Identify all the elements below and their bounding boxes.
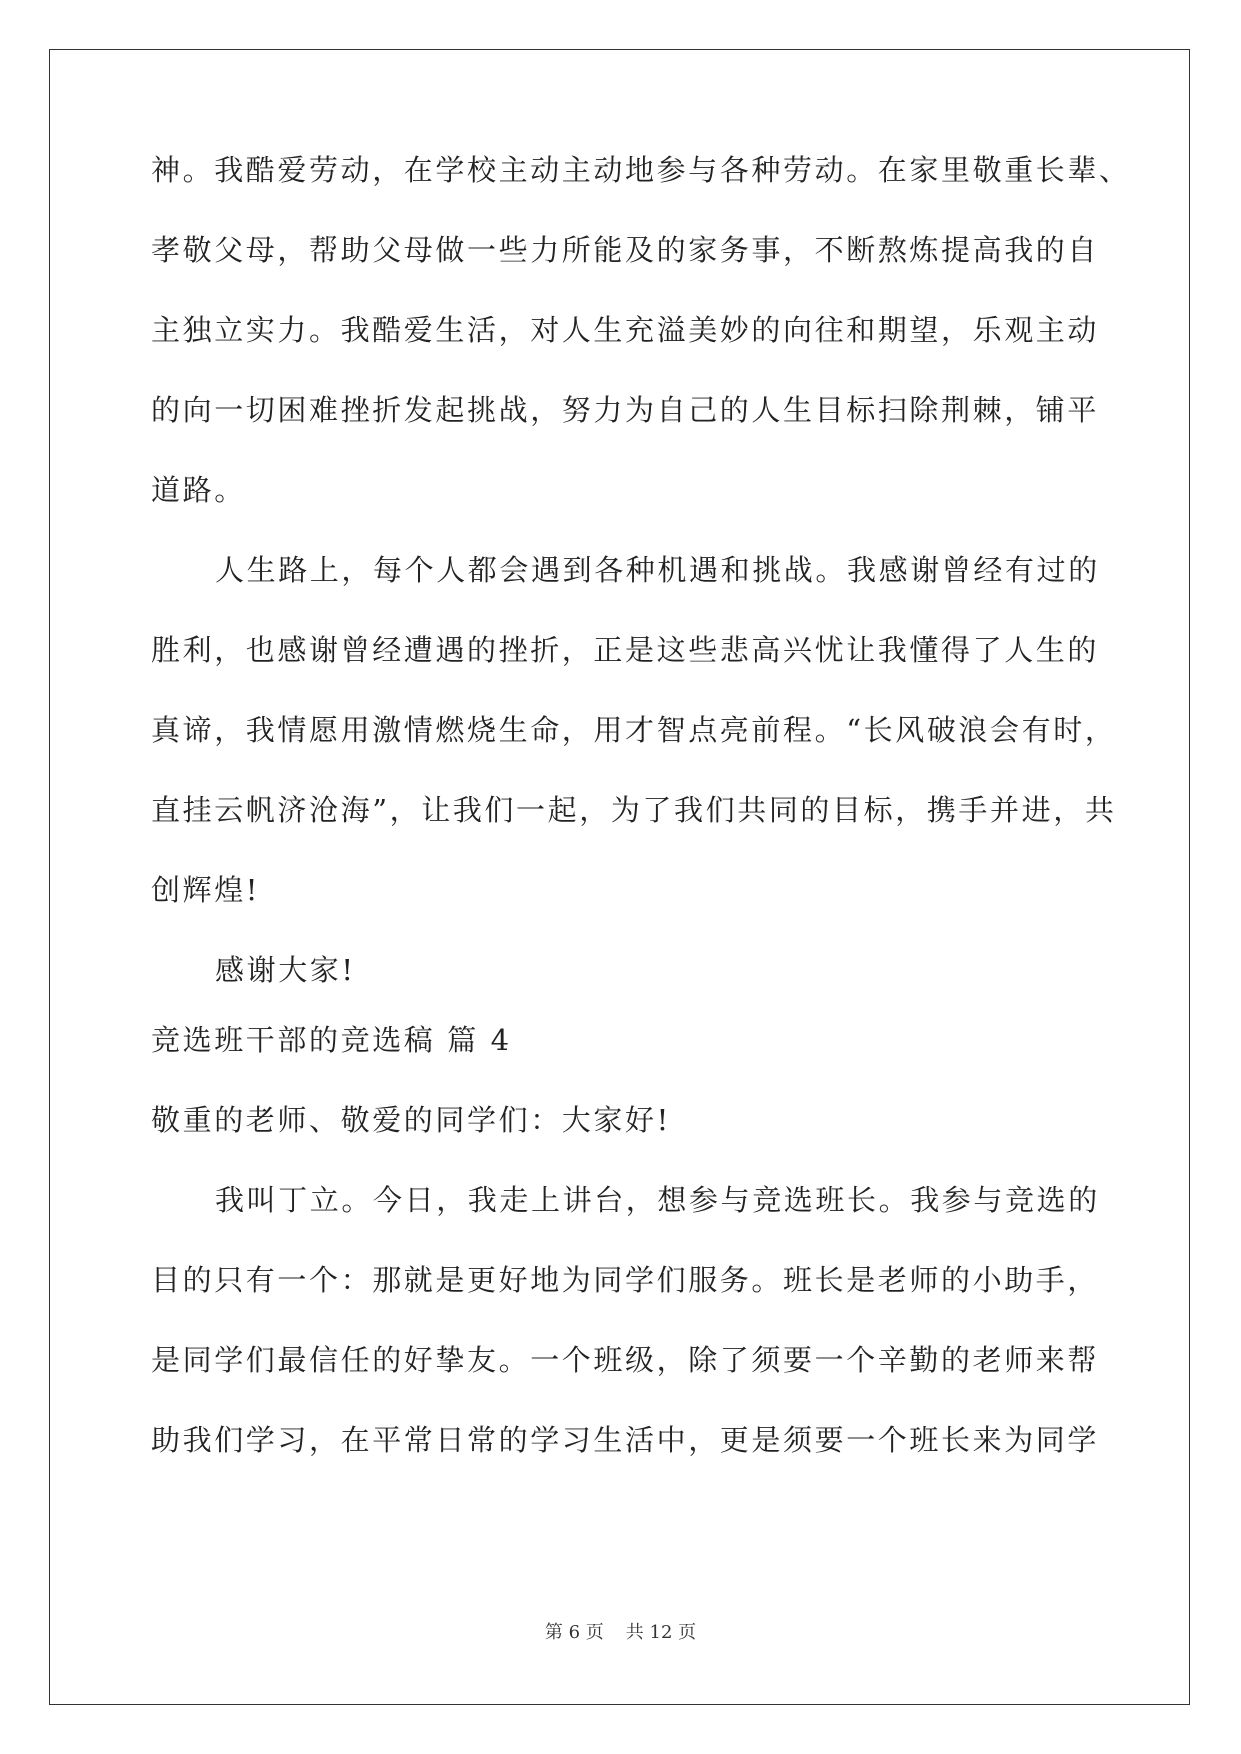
text-line: 胜利，也感谢曾经遭遇的挫折，正是这些悲高兴忧让我懂得了人生的 <box>151 633 1100 667</box>
text-line: 目的只有一个：那就是更好地为同学们服务。班长是老师的小助手， <box>151 1263 1100 1297</box>
closing-thanks: 感谢大家! <box>215 953 356 987</box>
section-heading: 竞选班干部的竞选稿 篇 4 <box>151 1023 512 1057</box>
page-number: 第 6 页 <box>544 1622 604 1643</box>
text-line: 的向一切困难挫折发起挑战，努力为自己的人生目标扫除荆棘，铺平 <box>151 393 1100 427</box>
text-line: 孝敬父母，帮助父母做一些力所能及的家务事，不断熬炼提高我的自 <box>151 233 1100 267</box>
text-line: 真谛，我情愿用激情燃烧生命，用才智点亮前程。“长风破浪会有时， <box>151 713 1117 747</box>
paragraph-start-line: 我叫丁立。今日，我走上讲台，想参与竞选班长。我参与竞选的 <box>215 1183 1100 1217</box>
page-footer <box>0 1621 1241 1645</box>
page-total: 共 12 页 <box>625 1622 697 1643</box>
text-line: 直挂云帆济沧海”，让我们一起，为了我们共同的目标，携手并进，共 <box>151 793 1117 827</box>
text-line: 创辉煌! <box>151 873 261 907</box>
text-line: 神。我酷爱劳动，在学校主动主动地参与各种劳动。在家里敬重长辈、 <box>151 153 1131 187</box>
paragraph-start-line: 人生路上，每个人都会遇到各种机遇和挑战。我感谢曾经有过的 <box>215 553 1100 587</box>
text-line: 是同学们最信任的好挚友。一个班级，除了须要一个辛勤的老师来帮 <box>151 1343 1100 1377</box>
text-line: 道路。 <box>151 473 246 507</box>
text-line: 主独立实力。我酷爱生活，对人生充溢美妙的向往和期望，乐观主动 <box>151 313 1100 347</box>
text-line: 助我们学习，在平常日常的学习生活中，更是须要一个班长来为同学 <box>151 1423 1100 1457</box>
salutation: 敬重的老师、敬爱的同学们：大家好! <box>151 1103 671 1137</box>
